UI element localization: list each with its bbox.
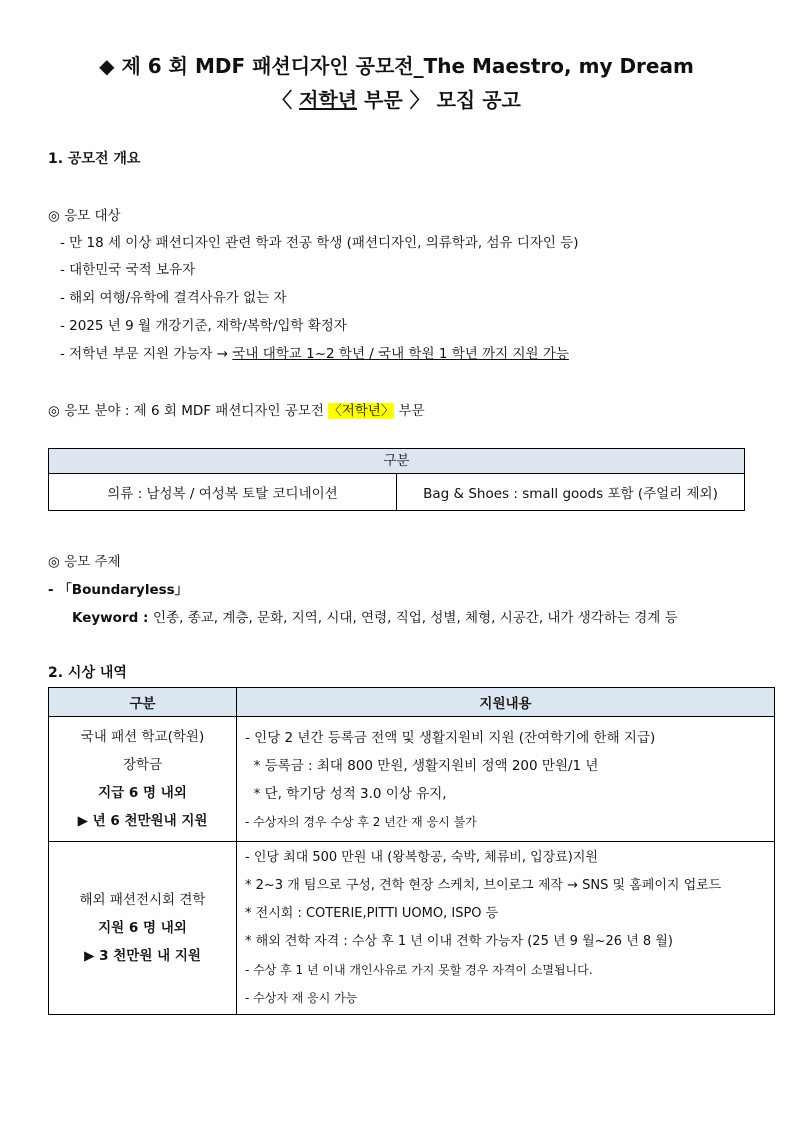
award-content-line: - 인당 최대 500 만원 내 (왕복항공, 숙박, 체류비, 입장료)지원 [245, 850, 598, 865]
title-line-2 [0, 84, 793, 113]
award-overseas-category [49, 842, 237, 1015]
target-division-eligibility: 국내 대학교 1~2 학년 / 국내 학원 1 학년 까지 지원 가능 [232, 346, 569, 362]
award-category-line: 장학금 [122, 757, 163, 773]
field-prefix: ◎ 응모 분야 : 제 6 회 MDF 패션디자인 공모전 [48, 403, 329, 419]
award-category-line: 해외 패션전시회 견학 [79, 892, 206, 908]
award-domestic-content [237, 717, 775, 842]
target-item: - 대한민국 국적 보유자 [60, 262, 196, 278]
target-item-division [60, 342, 569, 362]
section-2-heading: 2. 시상 내역 [48, 665, 127, 681]
award-category-line: 지원 6 명 내외 [98, 920, 187, 936]
award-overseas-content [237, 842, 775, 1015]
award-content-line: * 해외 견학 자격 : 수상 후 1 년 이내 견학 가능자 (25 년 9 월~26 년 8 월) [245, 934, 673, 949]
target-heading: ◎ 응모 대상 [48, 208, 121, 224]
award-content-line: * 2~3 개 팀으로 구성, 견학 현장 스케치, 브이로그 제작 → SNS 및 홈페이지 업로드 [245, 878, 722, 893]
field-highlight: 〈저학년〉 [328, 403, 395, 419]
section-1-heading: 1. 공모전 개요 [48, 151, 141, 167]
theme-heading: ◎ 응모 주제 [48, 554, 121, 570]
table-row [49, 717, 775, 842]
award-content-line: * 등록금 : 최대 800 만원, 생활지원비 정액 200 만원/1 년 [245, 758, 599, 774]
award-category-line: 지급 6 명 내외 [98, 785, 187, 801]
award-domestic-category [49, 717, 237, 842]
title-rest: 부문 〉 모집 공고 [357, 88, 521, 112]
awards-col-content: 지원내용 [237, 688, 775, 717]
award-content-line: - 인당 2 년간 등록금 전액 및 생활지원비 지원 (잔여학기에 한해 지급) [245, 730, 656, 746]
category-table [48, 448, 745, 511]
keyword-label: Keyword : [72, 610, 154, 626]
awards-table [48, 687, 775, 1015]
target-item: - 2025 년 9 월 개강기준, 재학/복학/입학 확정자 [60, 318, 347, 334]
category-cell-bag-shoes: Bag & Shoes : small goods 포함 (주얼리 제외) [397, 474, 745, 511]
award-content-line: - 수상자의 경우 수상 후 2 년간 재 응시 불가 [245, 815, 477, 829]
field-line [48, 399, 425, 419]
keyword-text: 인종, 종교, 계층, 문화, 지역, 시대, 연령, 직업, 성별, 체형, 시공간, 내가 생각하는 경계 등 [153, 610, 678, 626]
award-content-line: * 단, 학기당 성적 3.0 이상 유지, [245, 786, 447, 802]
award-content-line: - 수상자 재 응시 가능 [245, 991, 358, 1005]
target-division-prefix: - 저학년 부문 지원 가능자 → [60, 346, 233, 362]
category-cell-clothing: 의류 : 남성복 / 여성복 토탈 코디네이션 [49, 474, 397, 511]
title-division: 저학년 [299, 88, 358, 112]
field-suffix: 부문 [394, 403, 425, 419]
award-category-line: ▶ 년 6 천만원내 지원 [77, 813, 208, 829]
awards-col-category: 구분 [49, 688, 237, 717]
award-content-line: - 수상 후 1 년 이내 개인사유로 가지 못할 경우 자격이 소멸됩니다. [245, 963, 593, 977]
target-item: - 만 18 세 이상 패션디자인 관련 학과 전공 학생 (패션디자인, 의류학과, 섬유 디자인 등) [60, 235, 579, 251]
table-row [49, 842, 775, 1015]
award-category-line: ▶ 3 천만원 내 지원 [84, 948, 201, 964]
theme-title: - 「Boundaryless」 [48, 582, 189, 598]
target-item: - 해외 여행/유학에 결격사유가 없는 자 [60, 290, 287, 306]
keyword-line [72, 606, 678, 626]
category-table-header: 구분 [49, 449, 745, 474]
award-content-line: * 전시회 : COTERIE,PITTI UOMO, ISPO 등 [245, 906, 499, 921]
title-line-1: ◆ 제 6 회 MDF 패션디자인 공모전_The Maestro, my Dream [99, 54, 694, 78]
title-bracket-open: 〈 [272, 88, 300, 112]
award-category-line: 국내 패션 학교(학원) [80, 729, 205, 745]
